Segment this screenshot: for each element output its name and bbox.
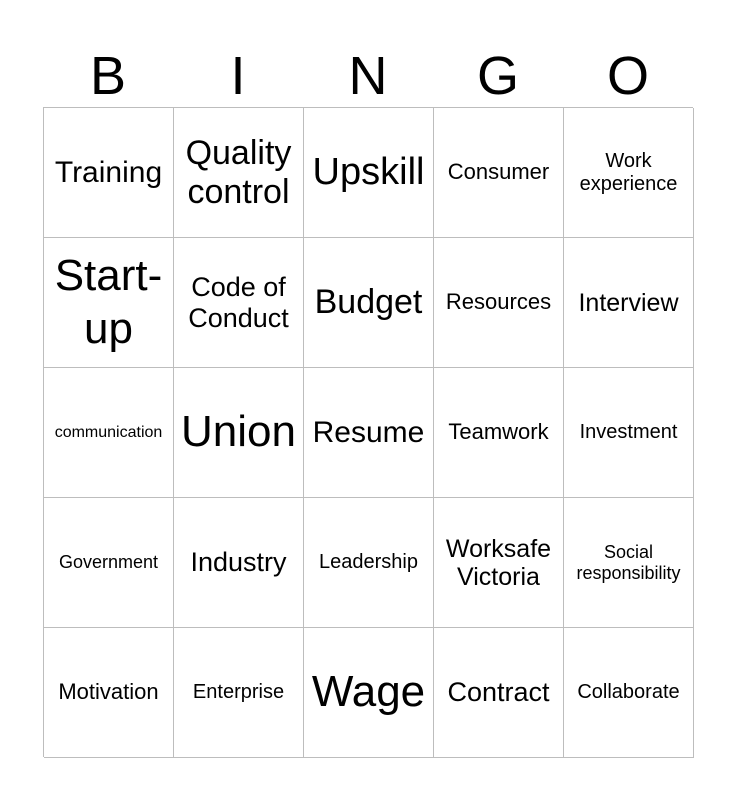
bingo-cell[interactable] [174, 498, 304, 628]
header-letter-i: I [230, 46, 246, 106]
bingo-cell[interactable] [564, 498, 694, 628]
bingo-cell[interactable] [44, 628, 174, 758]
cell-text: Consumer [447, 159, 550, 185]
cell-text: Work experience [579, 150, 678, 195]
cell-text: Teamwork [448, 419, 549, 445]
bingo-board [43, 107, 693, 757]
bingo-cell[interactable] [564, 108, 694, 238]
header-letter-g: G [476, 46, 519, 106]
cell-text: Industry [190, 547, 287, 578]
cell-text: Wage [311, 667, 426, 717]
cell-text: Resume [312, 415, 425, 449]
cell-text: Investment [579, 421, 678, 444]
bingo-cell[interactable] [174, 628, 304, 758]
cell-text: Resources [445, 289, 552, 315]
cell-text: Training [54, 155, 163, 189]
cell-text: Interview [578, 288, 679, 317]
bingo-cell[interactable] [174, 108, 304, 238]
bingo-cell[interactable] [434, 368, 564, 498]
cell-text: communication [54, 423, 163, 441]
cell-text: Code of Conduct [188, 272, 289, 333]
bingo-cell[interactable] [44, 108, 174, 238]
bingo-cell[interactable] [434, 238, 564, 368]
bingo-cell[interactable] [44, 368, 174, 498]
bingo-header [43, 44, 693, 108]
bingo-cell[interactable] [304, 498, 434, 628]
cell-text: Start-up [54, 250, 163, 353]
cell-text: Upskill [312, 151, 425, 194]
cell-text: Enterprise [192, 681, 285, 704]
cell-text: Government [58, 552, 159, 573]
header-letter-o: O [606, 46, 649, 106]
bingo-cell[interactable] [434, 498, 564, 628]
bingo-cell[interactable] [44, 498, 174, 628]
cell-text: Contract [447, 677, 550, 708]
bingo-cell[interactable] [304, 238, 434, 368]
bingo-cell[interactable] [564, 368, 694, 498]
bingo-cell[interactable] [434, 628, 564, 758]
cell-text: Motivation [58, 679, 159, 705]
header-letter-n: N [348, 46, 388, 106]
bingo-cell[interactable] [174, 368, 304, 498]
cell-text: Budget [314, 283, 423, 322]
cell-text: Leadership [319, 551, 418, 574]
cell-text: Union [181, 407, 296, 457]
bingo-cell[interactable] [434, 108, 564, 238]
bingo-cell[interactable] [564, 628, 694, 758]
bingo-cell[interactable] [304, 108, 434, 238]
bingo-cell[interactable] [44, 238, 174, 368]
bingo-cell[interactable] [304, 628, 434, 758]
cell-text: Collaborate [577, 681, 680, 704]
bingo-cell[interactable] [174, 238, 304, 368]
cell-text: Quality control [185, 134, 292, 211]
bingo-cell[interactable] [304, 368, 434, 498]
header-letter-b: B [89, 46, 127, 106]
cell-text: Social responsibility [576, 542, 681, 583]
cell-text: Worksafe Victoria [445, 534, 552, 591]
bingo-cell[interactable] [564, 238, 694, 368]
